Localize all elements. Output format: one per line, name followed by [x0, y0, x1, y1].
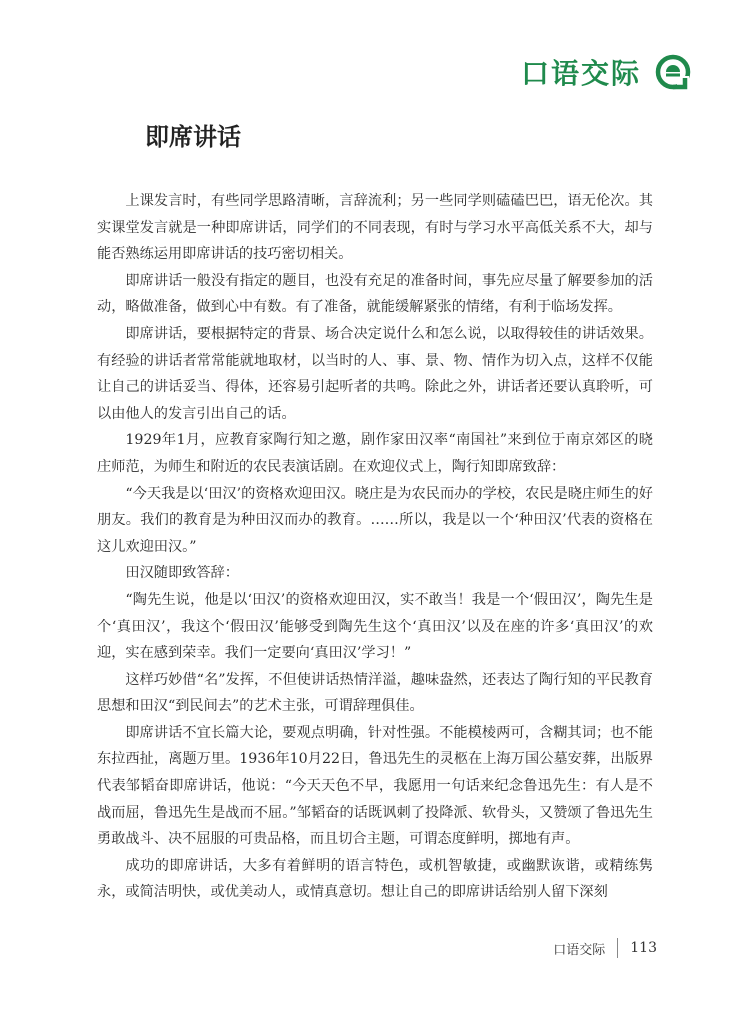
footer-divider [617, 938, 618, 958]
footer-section-label: 口语交际 [553, 942, 606, 958]
paragraph: 即席讲话一般没有指定的题目，也没有充足的准备时间，事先应尽量了解要参加的活动，略做准备，做到心中有数。有了准备，就能缓解紧张的情绪，有利于临场发挥。 [97, 272, 653, 316]
page-header [521, 52, 691, 92]
paragraph: 成功的即席讲话，大多有着鲜明的语言特色，或机智敏捷，或幽默诙谐，或精练隽永，或简洁明快，或优美动人，或情真意切。想让自己的即席讲话给别人留下深刻 [97, 857, 653, 901]
paragraph: 即席讲话不宜长篇大论，要观点明确，针对性强。不能模棱两可，含糊其词；也不能东拉西扯，离题万里。1936年10月22日，鲁迅先生的灵柩在上海万国公墓安葬，出版界代表邹韬奋即席讲话，他说：“今天天色不早，我愿用一句话来纪念鲁迅先生：有人是不战而屈，鲁迅先生是战而不屈。”邹韬奋的话既讽刺了投降派、软骨头，又赞颂了鲁迅先生勇敢战斗、决不屈服的可贵品格，而且切合主题，可谓态度鲜明，掷地有声。 [97, 724, 653, 848]
body-text [97, 188, 653, 906]
paragraph: 1929年1月，应教育家陶行知之邀，剧作家田汉率“南国社”来到位于南京郊区的晓庄师范，为师生和附近的农民表演话剧。在欢迎仪式上，陶行知即席致辞： [97, 432, 653, 475]
speech-bubble-icon [655, 54, 691, 90]
lesson-title: 即席讲话 [145, 123, 241, 151]
page-number: 113 [630, 940, 657, 956]
paragraph: 上课发言时，有些同学思路清晰，言辞流利；另一些同学则磕磕巴巴，语无伦次。其实课堂发言就是一种即席讲话，同学们的不同表现，有时与学习水平高低关系不大，却与能否熟练运用即席讲话的技巧密切相关。 [97, 193, 653, 263]
paragraph: 这样巧妙借“名”发挥，不但使讲话热情洋溢，趣味盎然，还表达了陶行知的平民教育思想和田汉“到民间去”的艺术主张，可谓辞理俱佳。 [97, 671, 653, 715]
quote-paragraph: “今天我是以‘田汉’的资格欢迎田汉。晓庄是为农民而办的学校，农民是晓庄师生的好朋友。我们的教育是为种田汉而办的教育。……所以，我是以一个‘种田汉’代表的资格在这儿欢迎田汉。” [97, 485, 653, 555]
page-footer [553, 938, 657, 958]
section-title: 口语交际 [520, 57, 641, 90]
quote-paragraph: “陶先生说，他是以‘田汉’的资格欢迎田汉，实不敢当！我是一个‘假田汉’，陶先生是个‘真田汉’，我这个‘假田汉’能够受到陶先生这个‘真田汉’以及在座的许多‘真田汉’的欢迎，实在感到荣幸。我们一定要向‘真田汉’学习！” [97, 591, 653, 662]
paragraph: 田汉随即致答辞： [125, 565, 239, 582]
paragraph: 即席讲话，要根据特定的背景、场合决定说什么和怎么说，以取得较佳的讲话效果。有经验的讲话者常常能就地取材，以当时的人、事、景、物、情作为切入点，这样不仅能让自己的讲话妥当、得体，还容易引起听者的共鸣。除此之外，讲话者还要认真聆听，可以由他人的发言引出自己的话。 [97, 325, 653, 422]
